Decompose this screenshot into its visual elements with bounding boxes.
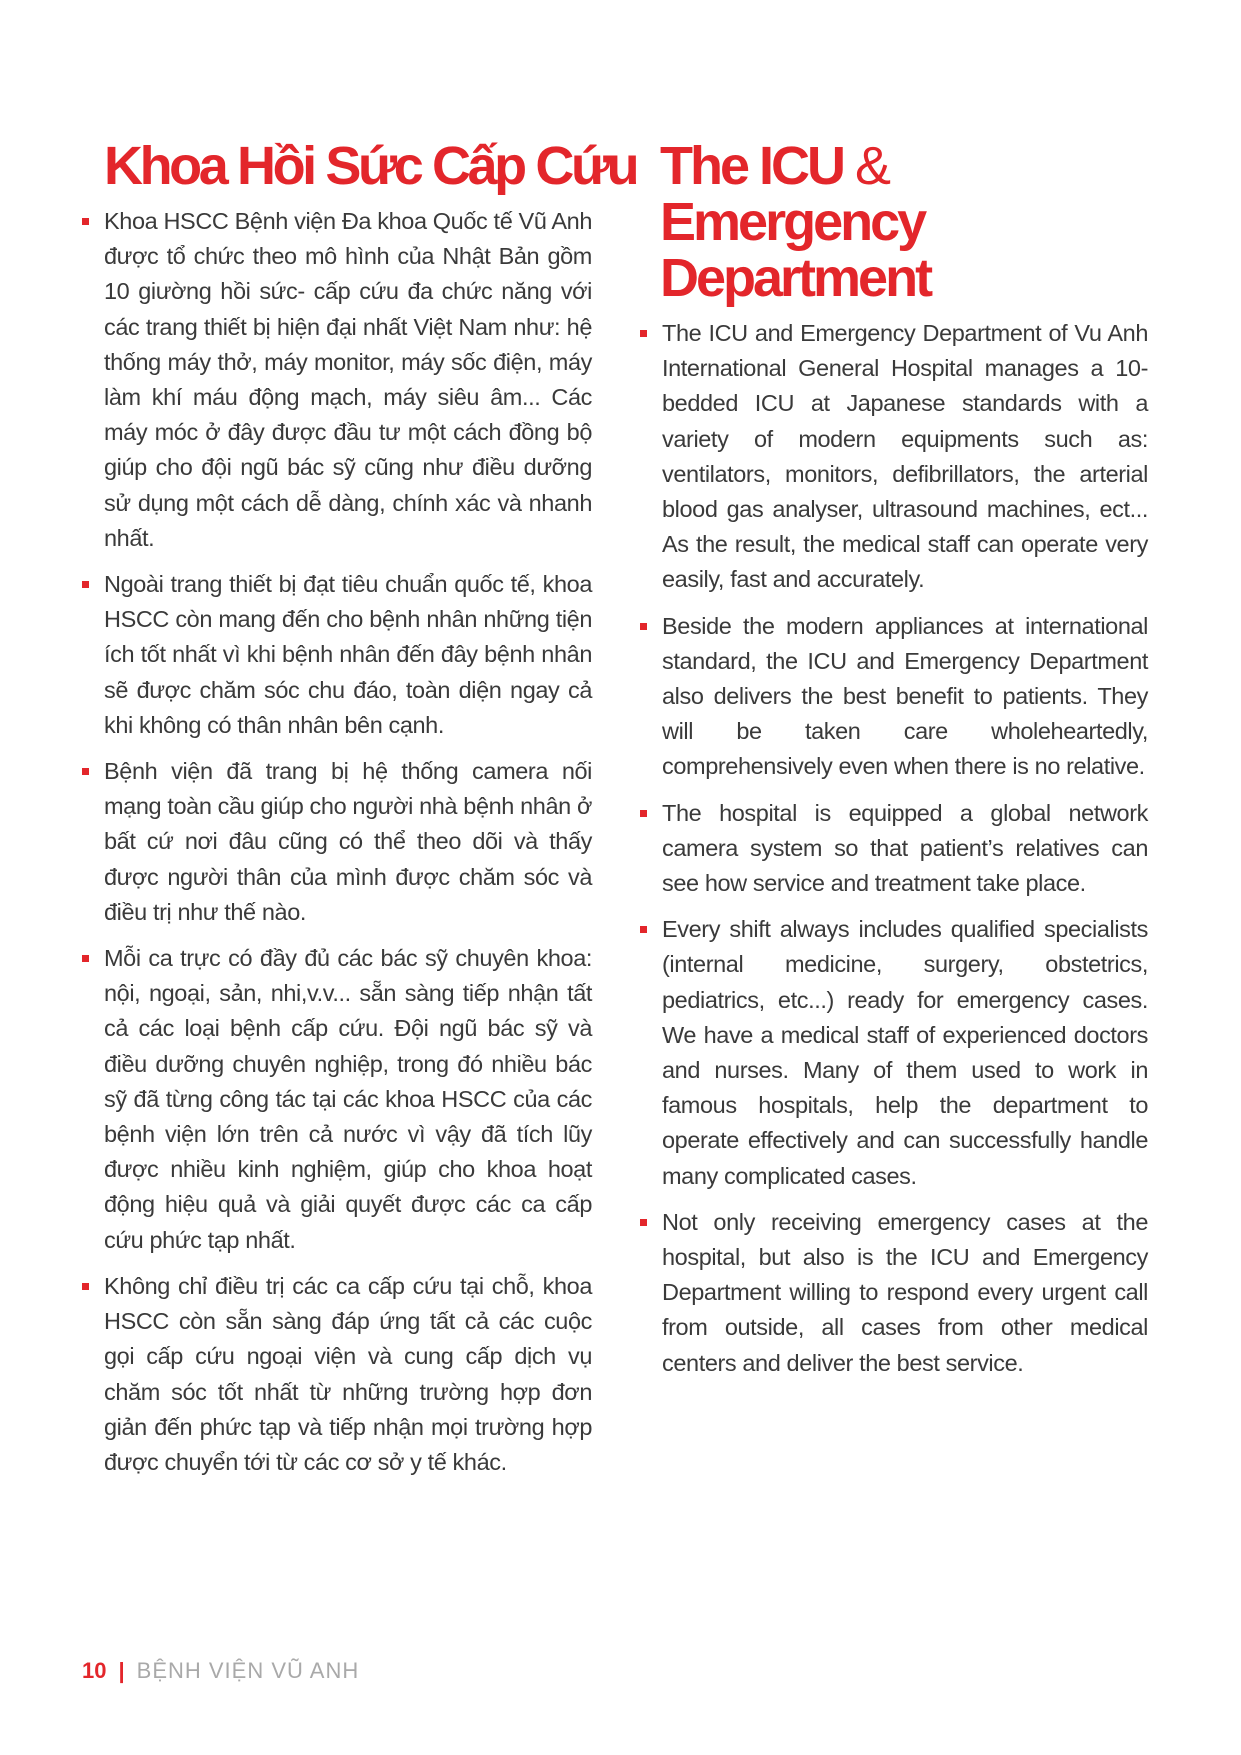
list-item — [640, 1205, 1148, 1381]
list-item-text: Beside the modern appliances at international standard, the ICU and Emergency Department also delivers the best benefit to patients. They will be taken care wholeheartedly, comprehensively even when there is no relative. — [662, 612, 1148, 780]
list-item — [640, 316, 1148, 598]
list-item-text: The hospital is equipped a global network camera system so that patient’s relatives can see how service and treatment take place. — [662, 799, 1148, 897]
list-item — [82, 941, 592, 1258]
english-title-ampersand: & — [855, 136, 892, 196]
english-column — [640, 138, 1148, 1392]
square-bullet-icon — [82, 1283, 89, 1290]
list-item — [82, 567, 592, 743]
square-bullet-icon — [82, 955, 89, 962]
square-bullet-icon — [82, 768, 89, 775]
square-bullet-icon — [640, 330, 647, 337]
list-item-text: Không chỉ điều trị các ca cấp cứu tại chỗ, khoa HSCC còn sẵn sàng đáp ứng tất cả các cuộc gọi cấp cứu ngoại viện và cung cấp dịch vụ chăm sóc tốt nhất từ những trường hợp đơn giản đến phức tạp và tiếp nhận mọi trường hợp được chuyển tới từ các cơ sở y tế khác. — [104, 1272, 592, 1475]
list-item-text: Ngoài trang thiết bị đạt tiêu chuẩn quốc tế, khoa HSCC còn mang đến cho bệnh nhân những tiện ích tốt nhất vì khi bệnh nhân đến đây bệnh nhân sẽ được chăm sóc chu đáo, toàn diện ngay cả khi không có thân nhân bên cạnh. — [104, 571, 592, 738]
square-bullet-icon — [640, 1219, 647, 1226]
square-bullet-icon — [640, 810, 647, 817]
vietnamese-bullet-list — [82, 204, 592, 1480]
page-number: 10 — [82, 1658, 107, 1683]
list-item-text: The ICU and Emergency Department of Vu Anh International General Hospital manages a 10-bedded ICU at Japanese standards with a variety of modern equipments such as: ventilators, monitors, defibrillators, the arterial blood gas analyser, ultrasound machines, ect... As the result, the medical staff can operate very easily, fast and accurately. — [662, 320, 1148, 593]
footer-hospital-name: BỆNH VIỆN VŨ ANH — [136, 1658, 360, 1683]
english-title-part2: Emergency Department — [660, 192, 931, 308]
list-item-text: Every shift always includes qualified specialists (internal medicine, surgery, obstetrics, pediatrics, etc...) ready for emergency cases. We have a medical staff of experienced doctors and nurses. Many of them used to work in famous hospitals, help the department to operate effectively and can successfully handle many complicated cases. — [662, 916, 1148, 1189]
list-item-text: Khoa HSCC Bệnh viện Đa khoa Quốc tế Vũ Anh được tổ chức theo mô hình của Nhật Bản gồm 10 giường hồi sức- cấp cứu đa chức năng với các trang thiết bị hiện đại nhất Việt Nam như: hệ thống máy thở, máy monitor, máy sốc điện, máy làm khí máu động mạch, máy siêu âm... Các máy móc ở đây được đầu tư một cách đồng bộ giúp cho đội ngũ bác sỹ cũng như điều dưỡng sử dụng một cách dễ dàng, chính xác và nhanh nhất. — [104, 208, 592, 551]
footer-separator: | — [118, 1658, 125, 1683]
english-bullet-list — [640, 316, 1148, 1381]
vietnamese-column — [82, 136, 637, 1491]
list-item — [640, 796, 1148, 902]
square-bullet-icon — [640, 623, 647, 630]
english-title-part1: The ICU — [660, 136, 856, 196]
square-bullet-icon — [82, 581, 89, 588]
square-bullet-icon — [82, 218, 89, 225]
list-item — [82, 754, 592, 930]
list-item — [640, 912, 1148, 1194]
list-item-text: Mỗi ca trực có đầy đủ các bác sỹ chuyên khoa: nội, ngoại, sản, nhi,v.v... sẵn sàng tiếp nhận tất cả các loại bệnh cấp cứu. Đội ngũ bác sỹ và điều dưỡng chuyên nghiệp, trong đó nhiều bác sỹ đã từng công tác tại các khoa HSCC của các bệnh viện lớn trên cả nước vì vậy đã tích lũy được nhiều kinh nghiệm, giúp cho khoa hoạt động hiệu quả và giải quyết được các ca cấp cứu phức tạp nhất. — [104, 945, 592, 1253]
english-title — [660, 138, 1148, 306]
square-bullet-icon — [640, 926, 647, 933]
page-footer — [82, 1658, 359, 1684]
list-item — [82, 1269, 592, 1480]
vietnamese-title: Khoa Hồi Sức Cấp Cứu — [104, 136, 637, 196]
list-item-text: Bệnh viện đã trang bị hệ thống camera nối mạng toàn cầu giúp cho người nhà bệnh nhân ở bất cứ nơi đâu cũng có thể theo dõi và thấy được người thân của mình được chăm sóc và điều trị như thế nào. — [104, 758, 592, 925]
list-item — [640, 609, 1148, 785]
list-item-text: Not only receiving emergency cases at the hospital, but also is the ICU and Emergency Department willing to respond every urgent call from outside, all cases from other medical centers and deliver the best service. — [662, 1208, 1148, 1376]
list-item — [82, 204, 592, 556]
